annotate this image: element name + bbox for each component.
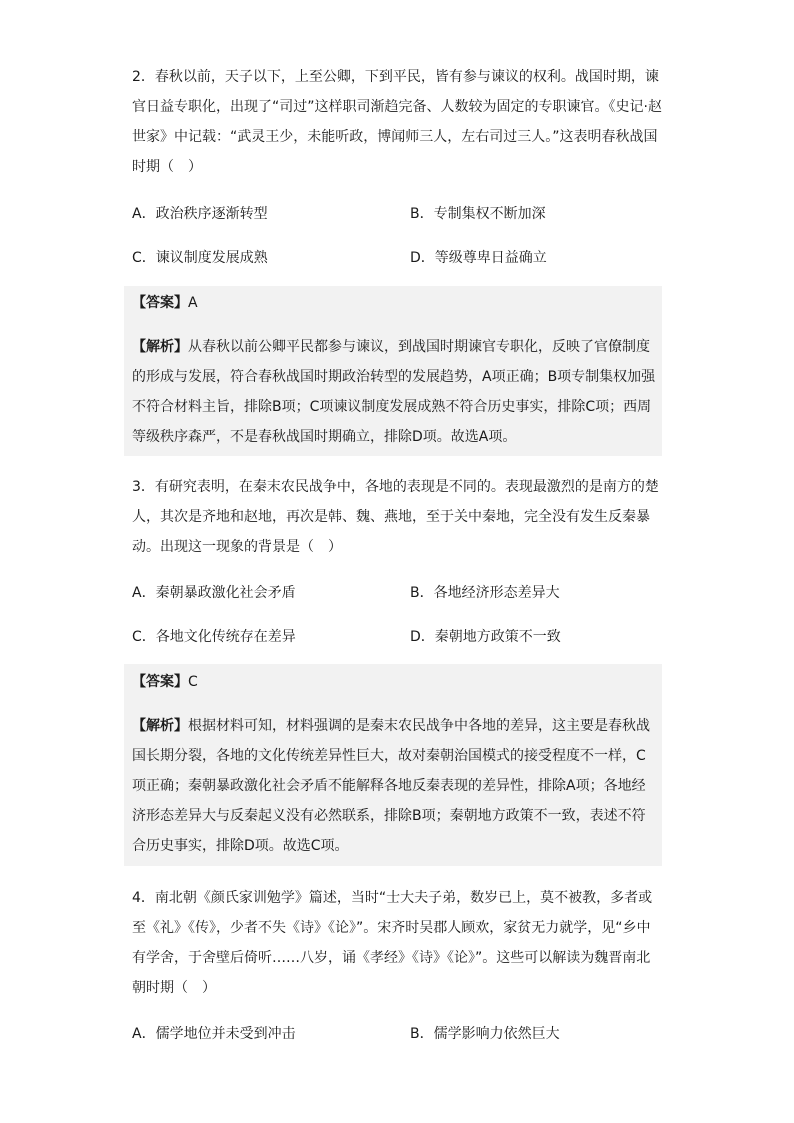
question-2-stem: 2．春秋以前，天子以下，上至公卿，下到平民，皆有参与谏议的权利。战国时期，谏官日益专职化，出现了“司过”这样职司渐趋完备、人数较为固定的专职谏官。《史记·赵世家》中记载：“武灵王少，未能听政，博闻师三人，左右司过三人。”这表明春秋战国时期（ ） [132,69,662,175]
answer-value: C [188,674,198,690]
question-4-stem: 4．南北朝《颜氏家训勉学》篇述，当时“士大夫子弟，数岁已上，莫不被教，多者或至《礼》《传》，少者不失《诗》《论》”。宋齐时吴郡人顾欢，家贫无力就学，见“乡中有学舍，于舍壁后倚听……八岁，诵《孝经》《诗》《论》”。这些可以解读为魏晋南北朝时期（ ） [132,890,653,996]
question-3-answer [132,667,658,697]
question-2-option-d: D．等级尊卑日益确立 [410,250,547,266]
question-2-option-b: B．专制集权不断加深 [410,206,546,222]
question-3-option-b: B．各地经济形态差异大 [410,585,560,601]
answer-label: 【答案】 [132,674,188,690]
question-4-option-a: A．儒学地位并未受到冲击 [132,1026,296,1042]
analysis-text: 从春秋以前公卿平民都参与谏议，到战国时期谏官专职化，反映了官僚制度的形成与发展，符合春秋战国时期政治转型的发展趋势，A项正确；B项专制集权加强不符合材料主旨，排除B项；C项谏议制度发展成熟不符合历史事实，排除C项；西周等级秩序森严，不是春秋战国时期确立，排除D项。故选A项。 [132,339,656,445]
question-2-option-a: A．政治秩序逐渐转型 [132,206,268,222]
question-2-analysis [132,332,658,452]
answer-label: 【答案】 [132,295,188,311]
analysis-label: 【解析】 [132,339,188,355]
question-3-option-d: D．秦朝地方政策不一致 [410,629,561,645]
question-3-stem: 3．有研究表明，在秦末农民战争中，各地的表现是不同的。表现最激烈的是南方的楚人，其次是齐地和赵地，再次是韩、魏、燕地，至于关中秦地，完全没有发生反秦暴动。出现这一现象的背景是（ ） [132,479,659,555]
analysis-label: 【解析】 [132,718,188,734]
question-3-analysis [132,711,658,861]
question-4-option-b: B．儒学影响力依然巨大 [410,1026,560,1042]
question-3-option-a: A．秦朝暴政激化社会矛盾 [132,585,296,601]
question-2-option-c: C．谏议制度发展成熟 [132,250,268,266]
question-2-answer [132,288,658,318]
answer-value: A [188,295,198,311]
question-3-option-c: C．各地文化传统存在差异 [132,629,296,645]
analysis-text: 根据材料可知，材料强调的是秦末农民战争中各地的差异，这主要是春秋战国长期分裂，各地的文化传统差异性巨大，故对秦朝治国模式的接受程度不一样，C项正确；秦朝暴政激化社会矛盾不能解释各地反秦表现的差异性，排除A项；各地经济形态差异大与反秦起义没有必然联系，排除B项；秦朝地方政策不一致，表述不符合历史事实，排除D项。故选C项。 [132,718,650,854]
